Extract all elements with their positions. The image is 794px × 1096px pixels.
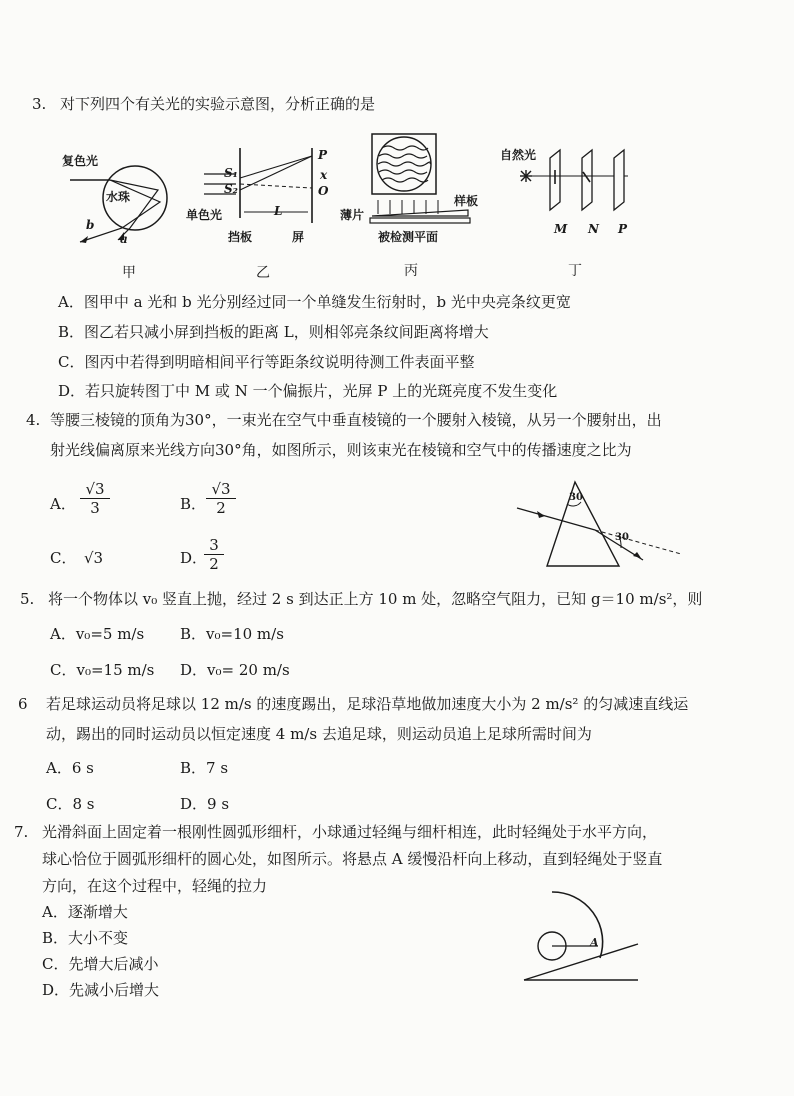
q4-line1: 等腰三棱镜的顶角为30°，一束光在空气中垂直棱镜的一个腰射入棱镜，从另一个腰射出，出 bbox=[50, 411, 662, 429]
label-M: M bbox=[554, 222, 568, 236]
q7-option-c: C．先增大后减小 bbox=[42, 955, 159, 973]
q6-option-b: B．7 s bbox=[180, 759, 229, 777]
q3-option-d: D．若只旋转图丁中 M 或 N 一个偏振片，光屏 P 上的光斑亮度不发生变化 bbox=[58, 382, 558, 400]
label-N: N bbox=[588, 222, 599, 236]
q5-option-a: A．v₀=5 m/s bbox=[50, 625, 145, 643]
q7-option-b: B．大小不变 bbox=[42, 929, 129, 947]
label-yangban: 样板 bbox=[454, 194, 479, 208]
label-shuizhu: 水珠 bbox=[106, 190, 131, 204]
q3-option-c: C．图丙中若得到明暗相间平行等距条纹说明待测工件表面平整 bbox=[58, 353, 475, 371]
q4-b-num: √3 bbox=[211, 480, 231, 498]
label-a: a bbox=[120, 232, 128, 246]
q5-number: 5. bbox=[20, 590, 35, 608]
q4-d-den: 2 bbox=[209, 555, 219, 573]
label-ziran: 自然光 bbox=[500, 148, 537, 162]
label-x: x bbox=[320, 168, 328, 182]
label-fuseguang: 复色光 bbox=[62, 154, 99, 168]
q4-d-num: 3 bbox=[204, 536, 224, 555]
label-P-ding: P bbox=[618, 222, 628, 236]
label-P: P bbox=[318, 148, 328, 162]
q4-option-b-fraction bbox=[206, 480, 236, 517]
q4-angle2: 30 bbox=[615, 532, 629, 543]
q7-point-a: A bbox=[590, 936, 599, 949]
q4-a-num: √3 bbox=[85, 480, 105, 498]
q4-option-a-label: A． bbox=[50, 495, 76, 513]
q5-option-d: D．v₀= 20 m/s bbox=[180, 661, 290, 679]
q4-b-den: 2 bbox=[216, 499, 226, 517]
q7-line1: 光滑斜面上固定着一根刚性圆弧形细杆，小球通过轻绳与细杆相连，此时轻绳处于水平方向， bbox=[42, 823, 658, 841]
q4-option-a-fraction bbox=[80, 480, 110, 517]
q5-option-b: B．v₀=10 m/s bbox=[180, 625, 284, 643]
q4-option-c-value: √3 bbox=[84, 549, 104, 567]
q3-number: 3. bbox=[32, 95, 47, 113]
q7-slope-figure bbox=[520, 884, 644, 984]
q3-option-a: A．图甲中 a 光和 b 光分别经过同一个单缝发生衍射时，b 光中央亮条纹更宽 bbox=[58, 293, 571, 311]
q4-option-b-label: B． bbox=[180, 495, 207, 513]
label-s1: S₁ bbox=[224, 166, 238, 180]
q7-option-a: A．逐渐增大 bbox=[42, 903, 128, 921]
label-O: O bbox=[318, 184, 329, 198]
q3-stem: 对下列四个有关光的实验示意图，分析正确的是 bbox=[60, 95, 376, 113]
label-b: b bbox=[86, 218, 95, 232]
q4-option-d-label: D． bbox=[180, 549, 208, 567]
caption-jia: 甲 bbox=[122, 265, 136, 281]
q6-option-d: D．9 s bbox=[180, 795, 230, 813]
q4-number: 4. bbox=[26, 411, 41, 429]
q6-option-c: C．8 s bbox=[46, 795, 95, 813]
q4-line2: 射光线偏离原来光线方向30°角，如图所示，则该束光在棱镜和空气中的传播速度之比为 bbox=[50, 441, 632, 459]
label-s2: S₂ bbox=[224, 182, 238, 196]
label-jiance: 被检测平面 bbox=[378, 230, 439, 244]
label-bopian: 薄片 bbox=[340, 208, 365, 222]
q7-number: 7. bbox=[14, 823, 29, 841]
q4-angle1: 30 bbox=[569, 492, 583, 503]
q3-option-b: B．图乙若只减小屏到挡板的距离 L，则相邻亮条纹间距离将增大 bbox=[58, 323, 489, 341]
q7-line2: 球心恰位于圆弧形细杆的圆心处，如图所示。将悬点 A 缓慢沿杆向上移动，直到轻绳处于竖直 bbox=[42, 850, 663, 868]
figure-yi bbox=[200, 148, 330, 238]
q5-option-c: C．v₀=15 m/s bbox=[50, 661, 155, 679]
label-L: L bbox=[274, 204, 283, 218]
q5-stem: 将一个物体以 v₀ 竖直上抛，经过 2 s 到达正上方 10 m 处，忽略空气阻力，已知 g＝10 m/s²，则 bbox=[48, 590, 703, 608]
q7-option-d: D．先减小后增大 bbox=[42, 981, 160, 999]
q6-number: 6 bbox=[18, 695, 28, 713]
label-dansee: 单色光 bbox=[186, 208, 223, 222]
label-ping: 屏 bbox=[292, 230, 305, 244]
q4-option-c-label: C． bbox=[50, 549, 77, 567]
label-dangban: 挡板 bbox=[228, 230, 253, 244]
q4-a-den: 3 bbox=[90, 499, 100, 517]
caption-ding: 丁 bbox=[568, 263, 582, 279]
figure-bing bbox=[368, 132, 488, 232]
q7-line3: 方向，在这个过程中，轻绳的拉力 bbox=[42, 877, 268, 895]
q6-option-a: A．6 s bbox=[46, 759, 94, 777]
q6-line1: 若足球运动员将足球以 12 m/s 的速度踢出，足球沿草地做加速度大小为 2 m/s² 的匀减速直线运 bbox=[46, 695, 689, 713]
caption-bing: 丙 bbox=[404, 263, 418, 279]
q6-line2: 动，踢出的同时运动员以恒定速度 4 m/s 去追足球，则运动员追上足球所需时间为 bbox=[46, 725, 592, 743]
caption-yi: 乙 bbox=[256, 265, 270, 281]
q4-option-d-fraction bbox=[204, 536, 224, 573]
q4-prism-figure bbox=[515, 478, 685, 570]
